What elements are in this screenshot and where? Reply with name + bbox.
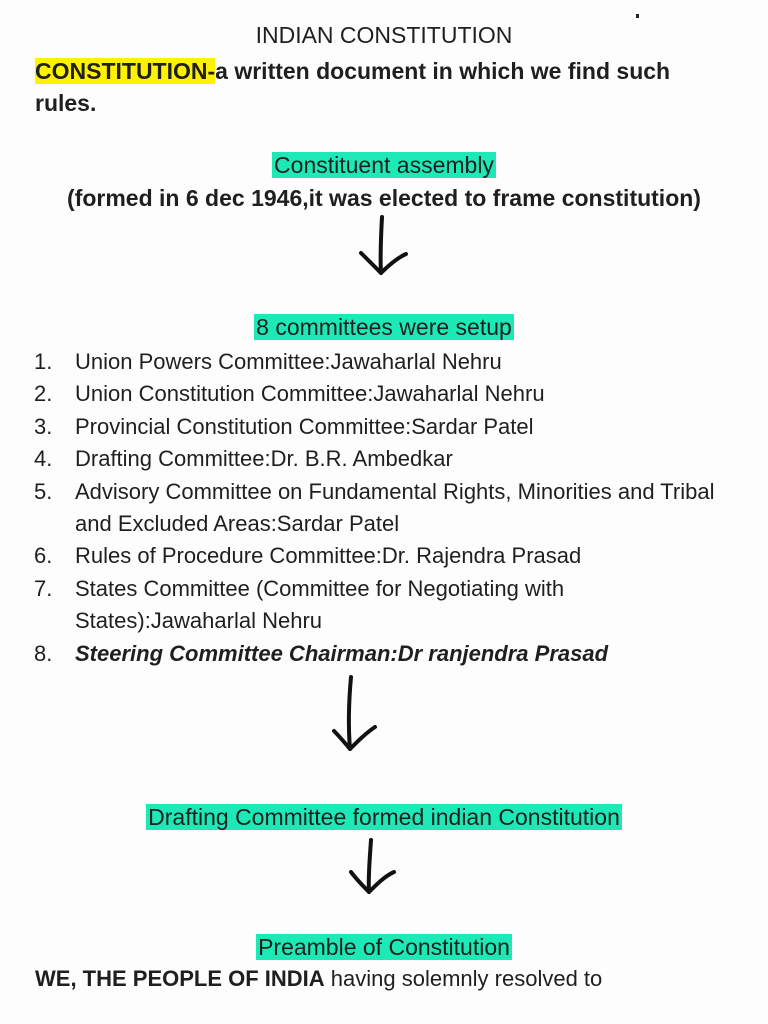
list-item: 5. Advisory Committee on Fundamental Rights, Minorities and Tribal and Excluded Areas:Sardar Patel [34,478,715,537]
constituent-assembly-label: Constituent assembly [274,152,494,178]
definition-paragraph [35,55,735,119]
list-item: 1. Union Powers Committee:Jawaharlal Nehru [34,349,502,374]
list-item: 8. Steering Committee Chairman:Dr ranjendra Prasad [34,640,609,666]
preamble-text: WE, THE PEOPLE OF INDIA having solemnly resolved to [35,966,603,991]
drafting-label: Drafting Committee formed indian Constitution [148,804,620,830]
constituent-assembly-note: (formed in 6 dec 1946,it was elected to frame constitution) [67,185,701,211]
definition-text: a written document in which we find such rules. [35,58,671,116]
arrow-down-icon-1 [355,213,415,278]
committee-list [0,346,768,670]
arrow-down-icon-3 [344,836,404,898]
list-item: 3. Provincial Constitution Committee:Sardar Patel [34,413,534,439]
drafting-heading [0,804,768,831]
committees-label: 8 committees were setup [256,314,512,340]
preamble-label: Preamble of Constitution [258,934,510,960]
stray-dot [636,14,639,18]
page-title: INDIAN CONSTITUTION [255,22,513,48]
list-item: 7. States Committee (Committee for Negotiating with States):Jawaharlal Nehru [34,575,565,634]
list-item: 2. Union Constitution Committee:Jawaharlal Nehru [34,381,545,407]
list-item: 6. Rules of Procedure Committee:Dr. Rajendra Prasad [34,543,582,569]
definition-term: CONSTITUTION- [35,58,216,84]
arrow-down-icon-2 [328,673,388,755]
list-item: 4. Drafting Committee:Dr. B.R. Ambedkar [34,446,453,472]
committees-heading [0,314,768,341]
preamble-heading [0,934,768,961]
constituent-assembly-heading [0,152,768,179]
